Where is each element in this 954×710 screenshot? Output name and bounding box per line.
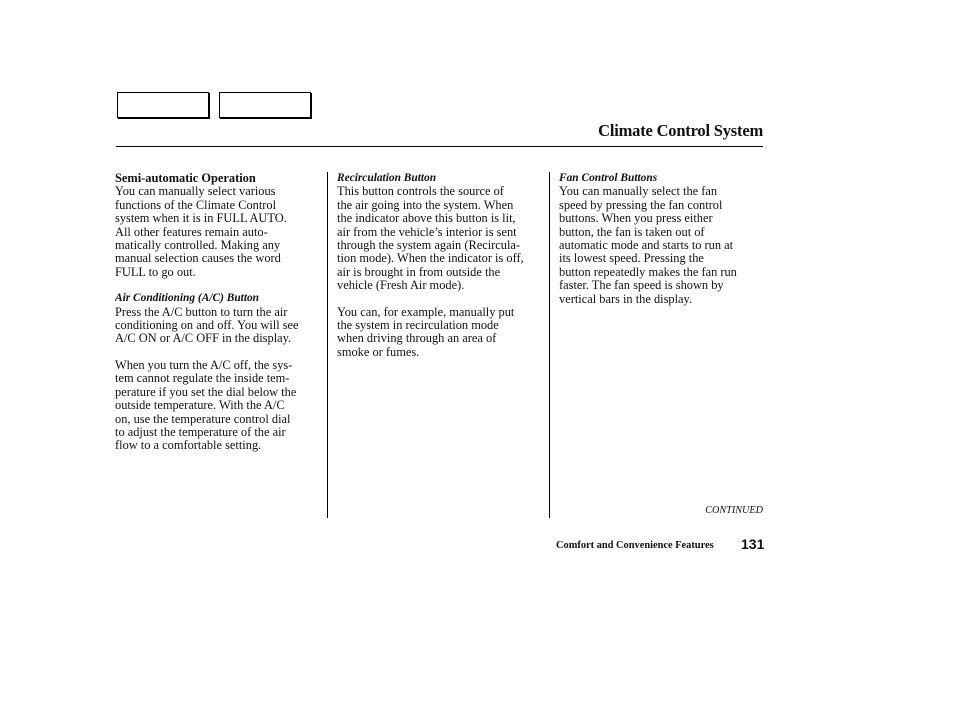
nav-tab-next[interactable] xyxy=(219,92,311,118)
section-heading-semi-automatic: Semi-automatic Operation xyxy=(115,171,256,185)
text-column-1 xyxy=(115,172,321,453)
paragraph-fan-control: You can manually select the fan speed by pressing the fan control buttons. When you press either button, the fan is taken out of automatic mode and starts to run at its lowest speed. Pressing the button repeatedly makes the fan run faster. The fan speed is shown by vertical bars in the display. xyxy=(559,184,737,306)
section-heading-recirculation: Recirculation Button xyxy=(337,172,437,184)
paragraph-semi-automatic: You can manually select various functions of the Climate Control system when it is in FULL AUTO. All other features remain auto- matically controlled. Making any manual selection causes the word FULL to go out. xyxy=(115,184,287,279)
column-divider xyxy=(327,172,328,518)
column-divider xyxy=(549,172,550,518)
title-divider xyxy=(116,146,763,147)
text-column-3 xyxy=(559,172,763,306)
section-heading-air-conditioning: Air Conditioning (A/C) Button xyxy=(115,292,260,305)
paragraph-recirculation-example: You can, for example, manually put the system in recirculation mode when driving through an area of smoke or fumes. xyxy=(337,304,515,359)
page-number: 131 xyxy=(741,536,765,552)
page-title: Climate Control System xyxy=(598,121,763,140)
footer-section-title: Comfort and Convenience Features xyxy=(556,540,714,551)
paragraph-recirculation: This button controls the source of the air going into the system. When the indicator above this button is lit, air from the vehicle’s interior is sent through the system again (Recircula- tion mode). When the indicator is off, air is brought in from outside the vehicle (Fresh Air mode). xyxy=(337,184,524,293)
paragraph-ac-button: Press the A/C button to turn the air conditioning on and off. You will see A/C ON or A/C OFF in the display. xyxy=(115,304,299,346)
continued-label: CONTINUED xyxy=(705,505,763,516)
section-heading-fan-control: Fan Control Buttons xyxy=(559,172,658,184)
paragraph-ac-off: When you turn the A/C off, the sys- tem cannot regulate the inside tem- perature if you set the dial below the outside temperature. With the A/C on, use the temperature control dial to adjust the temperature of the air flow to a comfortable setting. xyxy=(115,357,297,453)
text-column-2 xyxy=(337,172,545,359)
nav-tab-previous[interactable] xyxy=(117,92,209,118)
